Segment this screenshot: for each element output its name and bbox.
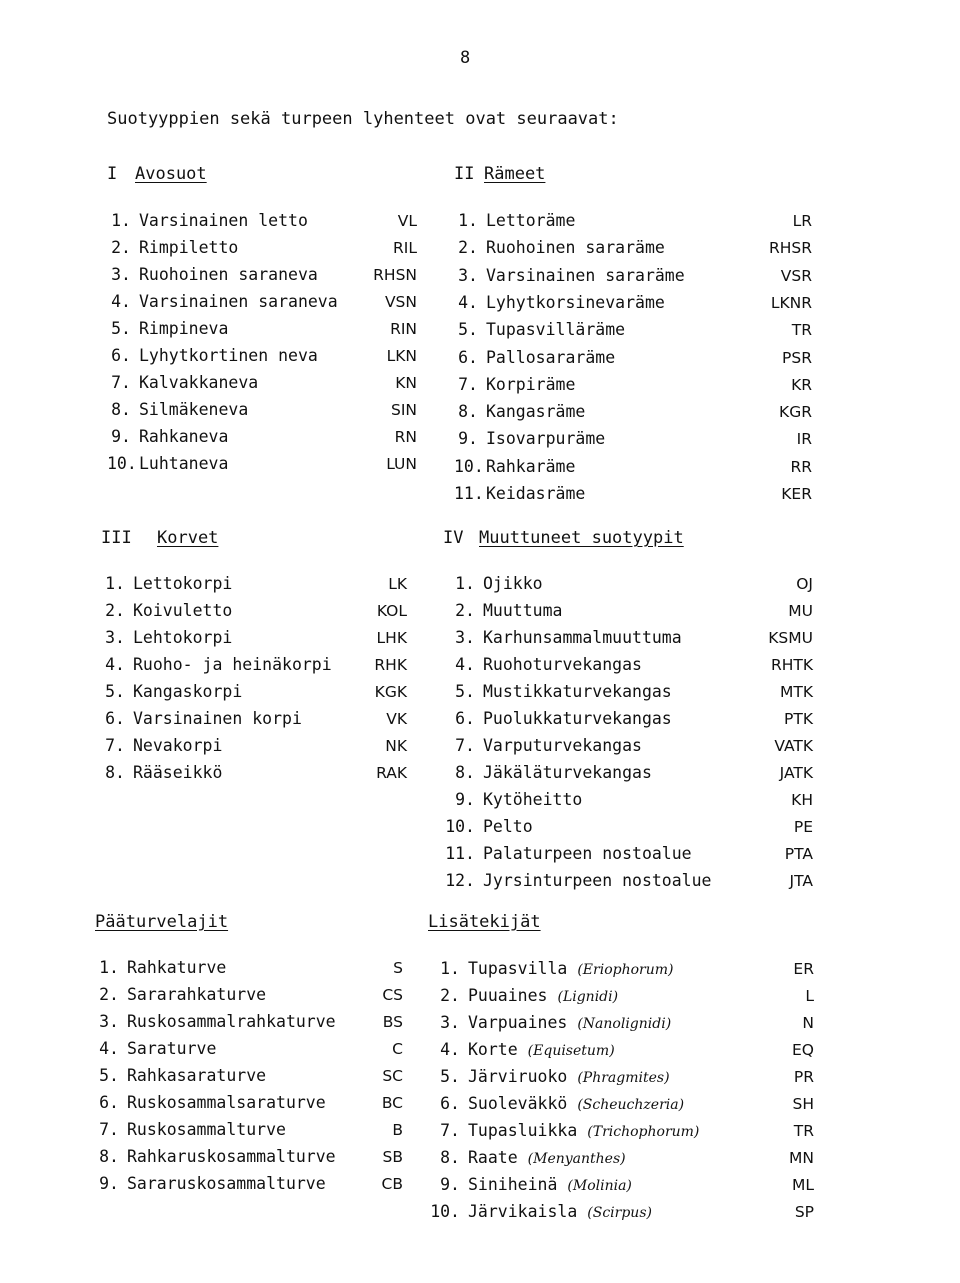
item-latin-name: (Lignidi) [557, 989, 619, 1005]
item-number: 2. [440, 986, 460, 1005]
list-item [107, 373, 258, 392]
list-item [428, 1148, 626, 1167]
list-item [428, 1067, 670, 1086]
item-number: 2. [111, 238, 131, 257]
item-name: Rahkasaraturve [127, 1066, 267, 1085]
list-item [95, 1039, 216, 1058]
item-latin-name: (Equisetum) [527, 1043, 615, 1059]
item-latin-name: (Eriophorum) [577, 962, 674, 978]
item-abbreviation: RHSN [373, 266, 417, 284]
item-name: Korpiräme [486, 374, 576, 394]
item-number: 5. [99, 1066, 119, 1085]
item-number: 5. [440, 1067, 460, 1086]
item-number: 7. [440, 1121, 460, 1140]
list-item [454, 211, 575, 230]
item-number: 5. [111, 319, 131, 338]
list-item [428, 959, 673, 978]
item-name: Rahkaneva [139, 427, 229, 446]
item-number: 6. [111, 346, 131, 365]
item-name: Saraturve [127, 1039, 217, 1058]
item-name: Kytöheitto [483, 790, 583, 809]
item-abbreviation: VK [386, 710, 407, 728]
section-heading: Avosuot [135, 164, 207, 184]
list-item [454, 293, 665, 312]
item-abbreviation: PE [793, 818, 813, 836]
item-number: 3. [99, 1012, 119, 1031]
item-number: 8. [455, 763, 475, 782]
list-item [101, 736, 222, 755]
item-name: Silmäkeneva [139, 400, 249, 419]
item-name: Ruohoturvekangas [483, 655, 642, 674]
item-abbreviation: VATK [774, 737, 813, 755]
item-number: 7. [99, 1120, 119, 1139]
item-name: Raate [468, 1148, 518, 1167]
item-number: 6. [105, 709, 125, 728]
list-item [107, 346, 318, 365]
item-abbreviation: VL [397, 212, 417, 230]
item-name: Rimpineva [139, 319, 229, 338]
list-item [101, 601, 232, 620]
item-abbreviation: ER [793, 960, 814, 978]
item-latin-name: (Trichophorum) [587, 1124, 700, 1140]
item-abbreviation: VSR [780, 266, 812, 285]
item-name: Tupasvilla [468, 959, 568, 978]
item-number: 1. [99, 958, 119, 977]
item-number: 3. [105, 628, 125, 647]
item-name: Keidasräme [486, 484, 586, 503]
item-abbreviation: PTK [784, 710, 813, 728]
item-name: Ojikko [483, 574, 543, 593]
item-name: Varputurvekangas [483, 736, 642, 755]
section-heading: Muuttuneet suotyypit [479, 528, 684, 548]
item-number: 6. [99, 1093, 119, 1112]
item-name: Ruskosammalsaraturve [127, 1093, 326, 1112]
list-item [107, 211, 308, 230]
item-name: Tupasluikka [468, 1121, 578, 1140]
item-abbreviation: SH [792, 1095, 814, 1113]
item-name: Ruskosammalrahkaturve [127, 1012, 336, 1031]
item-abbreviation: RAK [376, 764, 407, 782]
list-item [443, 628, 682, 647]
item-abbreviation: EQ [792, 1041, 814, 1059]
item-number: 7. [458, 374, 478, 394]
list-item [107, 454, 228, 473]
list-item [443, 736, 642, 755]
item-number: 1. [455, 574, 475, 593]
item-name: Jäkäläturvekangas [483, 763, 652, 782]
item-abbreviation: N [802, 1014, 814, 1032]
item-name: Karhunsammalmuuttuma [483, 628, 682, 647]
item-name: Korte [468, 1040, 518, 1059]
item-name: Pelto [483, 817, 533, 836]
item-number: 8. [440, 1148, 460, 1167]
item-name: Varsinainen korpi [133, 709, 302, 728]
item-abbreviation: IR [796, 430, 812, 449]
item-number: 7. [105, 736, 125, 755]
item-number: 8. [458, 402, 478, 422]
item-number: 5. [105, 682, 125, 701]
item-name: Lettokorpi [133, 574, 233, 593]
item-number: 3. [440, 1013, 460, 1032]
item-number: 2. [99, 985, 119, 1004]
section-heading: Korvet [157, 528, 219, 548]
item-name: Suoleväkkö [468, 1094, 568, 1113]
item-number: 4. [99, 1039, 119, 1058]
item-latin-name: (Phragmites) [577, 1070, 670, 1086]
item-number: 4. [458, 292, 478, 312]
list-item [443, 790, 582, 809]
item-abbreviation: RHK [374, 656, 407, 674]
item-name: Tupasvilläräme [486, 320, 626, 340]
item-number: 9. [99, 1174, 119, 1193]
item-name: Puolukkaturvekangas [483, 709, 672, 728]
list-item [443, 655, 642, 674]
item-name: Ruohoinen saraneva [139, 265, 318, 284]
item-name: Muuttuma [483, 601, 563, 620]
item-abbreviation: RHSR [768, 239, 812, 258]
section-heading: Pääturvelajit [95, 912, 229, 932]
item-abbreviation: RIL [393, 239, 417, 257]
item-abbreviation: TR [793, 1122, 814, 1140]
item-number: 9. [440, 1175, 460, 1194]
section-roman-numeral: II [454, 164, 475, 184]
item-number: 10. [430, 1202, 460, 1221]
list-item [443, 682, 672, 701]
item-abbreviation: KER [781, 485, 812, 503]
item-name: Lyhytkorsinevaräme [486, 292, 665, 312]
list-item [107, 319, 228, 338]
item-name: Koivuletto [133, 601, 233, 620]
item-number: 8. [105, 763, 125, 782]
item-abbreviation: LUN [386, 455, 417, 473]
section-title [107, 164, 207, 184]
item-name: Lettoräme [486, 211, 576, 230]
item-number: 7. [111, 373, 131, 392]
item-abbreviation: JATK [779, 764, 813, 782]
item-latin-name: (Molinia) [567, 1178, 632, 1194]
section-title [428, 912, 541, 932]
item-abbreviation: LKN [386, 347, 417, 365]
item-number: 1. [440, 959, 460, 978]
item-name: Kalvakkaneva [139, 373, 259, 392]
item-latin-name: (Menyanthes) [527, 1151, 626, 1167]
item-abbreviation: BC [381, 1094, 403, 1112]
item-number: 2. [458, 238, 478, 258]
list-item [101, 709, 302, 728]
list-item [454, 429, 605, 448]
item-abbreviation: LKNR [770, 293, 812, 312]
section-heading: Lisätekijät [428, 912, 541, 932]
intro-text: Suotyyppien sekä turpeen lyhenteet ovat seuraavat: [107, 109, 619, 129]
item-abbreviation: L [805, 987, 814, 1005]
item-number: 1. [458, 211, 478, 230]
section-title [454, 164, 545, 184]
item-abbreviation: PTA [784, 845, 813, 863]
item-abbreviation: S [393, 959, 403, 977]
list-item [428, 1094, 684, 1113]
item-name: Varsinainen letto [139, 211, 308, 230]
list-item [454, 375, 575, 394]
section-roman-numeral: I [107, 164, 118, 184]
section-title [95, 912, 228, 932]
section-roman-numeral: IV [443, 528, 464, 548]
item-abbreviation: KGR [779, 403, 812, 422]
item-number: 3. [458, 265, 478, 285]
item-abbreviation: KH [791, 791, 813, 809]
item-name: Palaturpeen nostoalue [483, 844, 692, 863]
item-name: Rahkaräme [486, 456, 576, 476]
item-number: 12. [445, 871, 475, 890]
list-item [428, 986, 618, 1005]
item-name: Isovarpuräme [486, 429, 606, 449]
list-item [428, 1202, 652, 1221]
item-abbreviation: KOL [376, 602, 407, 620]
item-abbreviation: PR [793, 1068, 814, 1086]
item-number: 11. [445, 844, 475, 863]
item-number: 11. [454, 484, 484, 503]
item-number: 10. [445, 817, 475, 836]
item-number: 1. [105, 574, 125, 593]
list-item [101, 682, 242, 701]
item-name: Järvikaisla [468, 1202, 578, 1221]
item-name: Mustikkaturvekangas [483, 682, 672, 701]
item-number: 9. [455, 790, 475, 809]
item-name: Siniheinä [468, 1175, 558, 1194]
list-item [443, 763, 652, 782]
item-abbreviation: RIN [390, 320, 417, 338]
item-abbreviation: SP [794, 1203, 814, 1221]
list-item [95, 1174, 326, 1193]
item-name: Pallosararäme [486, 347, 616, 367]
item-abbreviation: CS [382, 986, 403, 1004]
list-item [454, 484, 585, 503]
item-name: Ruoho- ja heinäkorpi [133, 655, 332, 674]
item-number: 4. [440, 1040, 460, 1059]
list-item [428, 1013, 671, 1032]
item-abbreviation: BS [382, 1013, 403, 1031]
list-item [95, 1012, 336, 1031]
item-number: 3. [455, 628, 475, 647]
item-name: Puuaines [468, 986, 548, 1005]
list-item [443, 709, 672, 728]
item-abbreviation: OJ [796, 575, 813, 593]
item-number: 4. [105, 655, 125, 674]
item-abbreviation: LK [388, 575, 407, 593]
list-item [443, 574, 543, 593]
item-abbreviation: KGK [374, 683, 407, 701]
list-item [443, 871, 711, 890]
list-item [443, 844, 692, 863]
item-abbreviation: MN [789, 1149, 814, 1167]
list-item [101, 628, 232, 647]
item-abbreviation: LHK [376, 629, 407, 647]
item-latin-name: (Nanolignidi) [577, 1016, 672, 1032]
item-name: Järviruoko [468, 1067, 568, 1086]
item-name: Sararahkaturve [127, 985, 267, 1004]
list-item [443, 601, 562, 620]
item-abbreviation: SB [382, 1148, 403, 1166]
list-item [454, 457, 575, 476]
item-number: 9. [111, 427, 131, 446]
list-item [454, 320, 625, 339]
list-item [107, 427, 228, 446]
item-abbreviation: RHTK [770, 656, 813, 674]
item-abbreviation: ML [791, 1176, 814, 1194]
item-abbreviation: C [392, 1040, 403, 1058]
item-name: Luhtaneva [139, 454, 229, 473]
item-abbreviation: KSMU [768, 629, 813, 647]
item-number: 6. [455, 709, 475, 728]
item-name: Kangaskorpi [133, 682, 243, 701]
item-abbreviation: B [392, 1121, 403, 1139]
item-abbreviation: JTA [789, 872, 813, 890]
list-item [428, 1175, 632, 1194]
list-item [95, 1066, 266, 1085]
list-item [101, 574, 232, 593]
item-abbreviation: RN [394, 428, 417, 446]
list-item [443, 817, 533, 836]
item-name: Ruohoinen sararäme [486, 238, 665, 258]
item-abbreviation: KR [791, 375, 812, 394]
item-name: Jyrsinturpeen nostoalue [483, 871, 712, 890]
item-abbreviation: NK [385, 737, 407, 755]
item-number: 9. [458, 429, 478, 449]
item-name: Kangasräme [486, 402, 586, 422]
item-abbreviation: SIN [390, 401, 417, 419]
item-number: 7. [455, 736, 475, 755]
item-latin-name: (Scirpus) [587, 1205, 652, 1221]
list-item [101, 655, 332, 674]
list-item [107, 400, 248, 419]
item-abbreviation: TR [791, 321, 812, 340]
item-name: Lehtokorpi [133, 628, 233, 647]
item-name: Rahkaruskosammalturve [127, 1147, 336, 1166]
list-item [107, 238, 238, 257]
list-item [95, 1093, 326, 1112]
list-item [107, 292, 338, 311]
item-abbreviation: RR [790, 457, 812, 476]
list-item [101, 763, 222, 782]
item-name: Rahkaturve [127, 958, 227, 977]
item-name: Varpuaines [468, 1013, 568, 1032]
item-number: 4. [455, 655, 475, 674]
item-name: Rääseikkö [133, 763, 223, 782]
section-title [443, 528, 684, 548]
list-item [428, 1040, 615, 1059]
item-abbreviation: PSR [782, 348, 812, 367]
item-name: Lyhytkortinen neva [139, 346, 318, 365]
item-number: 2. [455, 601, 475, 620]
item-name: Sararuskosammalturve [127, 1174, 326, 1193]
section-title [101, 528, 218, 548]
item-abbreviation: LR [792, 212, 812, 230]
section-heading: Rämeet [484, 164, 546, 184]
item-name: Varsinainen sararäme [486, 265, 685, 285]
section-roman-numeral: III [101, 528, 132, 548]
list-item [107, 265, 318, 284]
item-number: 2. [105, 601, 125, 620]
list-item [95, 1147, 336, 1166]
item-name: Varsinainen saraneva [139, 292, 338, 311]
list-item [95, 958, 226, 977]
item-number: 8. [99, 1147, 119, 1166]
item-abbreviation: MU [788, 602, 813, 620]
item-abbreviation: VSN [384, 293, 417, 311]
item-number: 10. [454, 456, 484, 476]
item-number: 6. [440, 1094, 460, 1113]
item-number: 1. [111, 211, 131, 230]
list-item [454, 238, 665, 257]
list-item [95, 985, 266, 1004]
item-number: 5. [458, 320, 478, 340]
item-abbreviation: MTK [779, 683, 813, 701]
list-item [454, 266, 685, 285]
list-item [428, 1121, 699, 1140]
item-number: 3. [111, 265, 131, 284]
item-number: 4. [111, 292, 131, 311]
item-number: 8. [111, 400, 131, 419]
item-number: 6. [458, 347, 478, 367]
item-name: Nevakorpi [133, 736, 223, 755]
item-number: 5. [455, 682, 475, 701]
page-number: 8 [460, 48, 471, 68]
item-name: Rimpiletto [139, 238, 239, 257]
item-abbreviation: KN [395, 374, 417, 392]
item-abbreviation: SC [382, 1067, 403, 1085]
list-item [95, 1120, 286, 1139]
list-item [454, 402, 585, 421]
list-item [454, 348, 615, 367]
item-abbreviation: CB [381, 1175, 403, 1193]
item-latin-name: (Scheuchzeria) [577, 1097, 685, 1113]
item-number: 10. [107, 454, 137, 473]
item-name: Ruskosammalturve [127, 1120, 286, 1139]
